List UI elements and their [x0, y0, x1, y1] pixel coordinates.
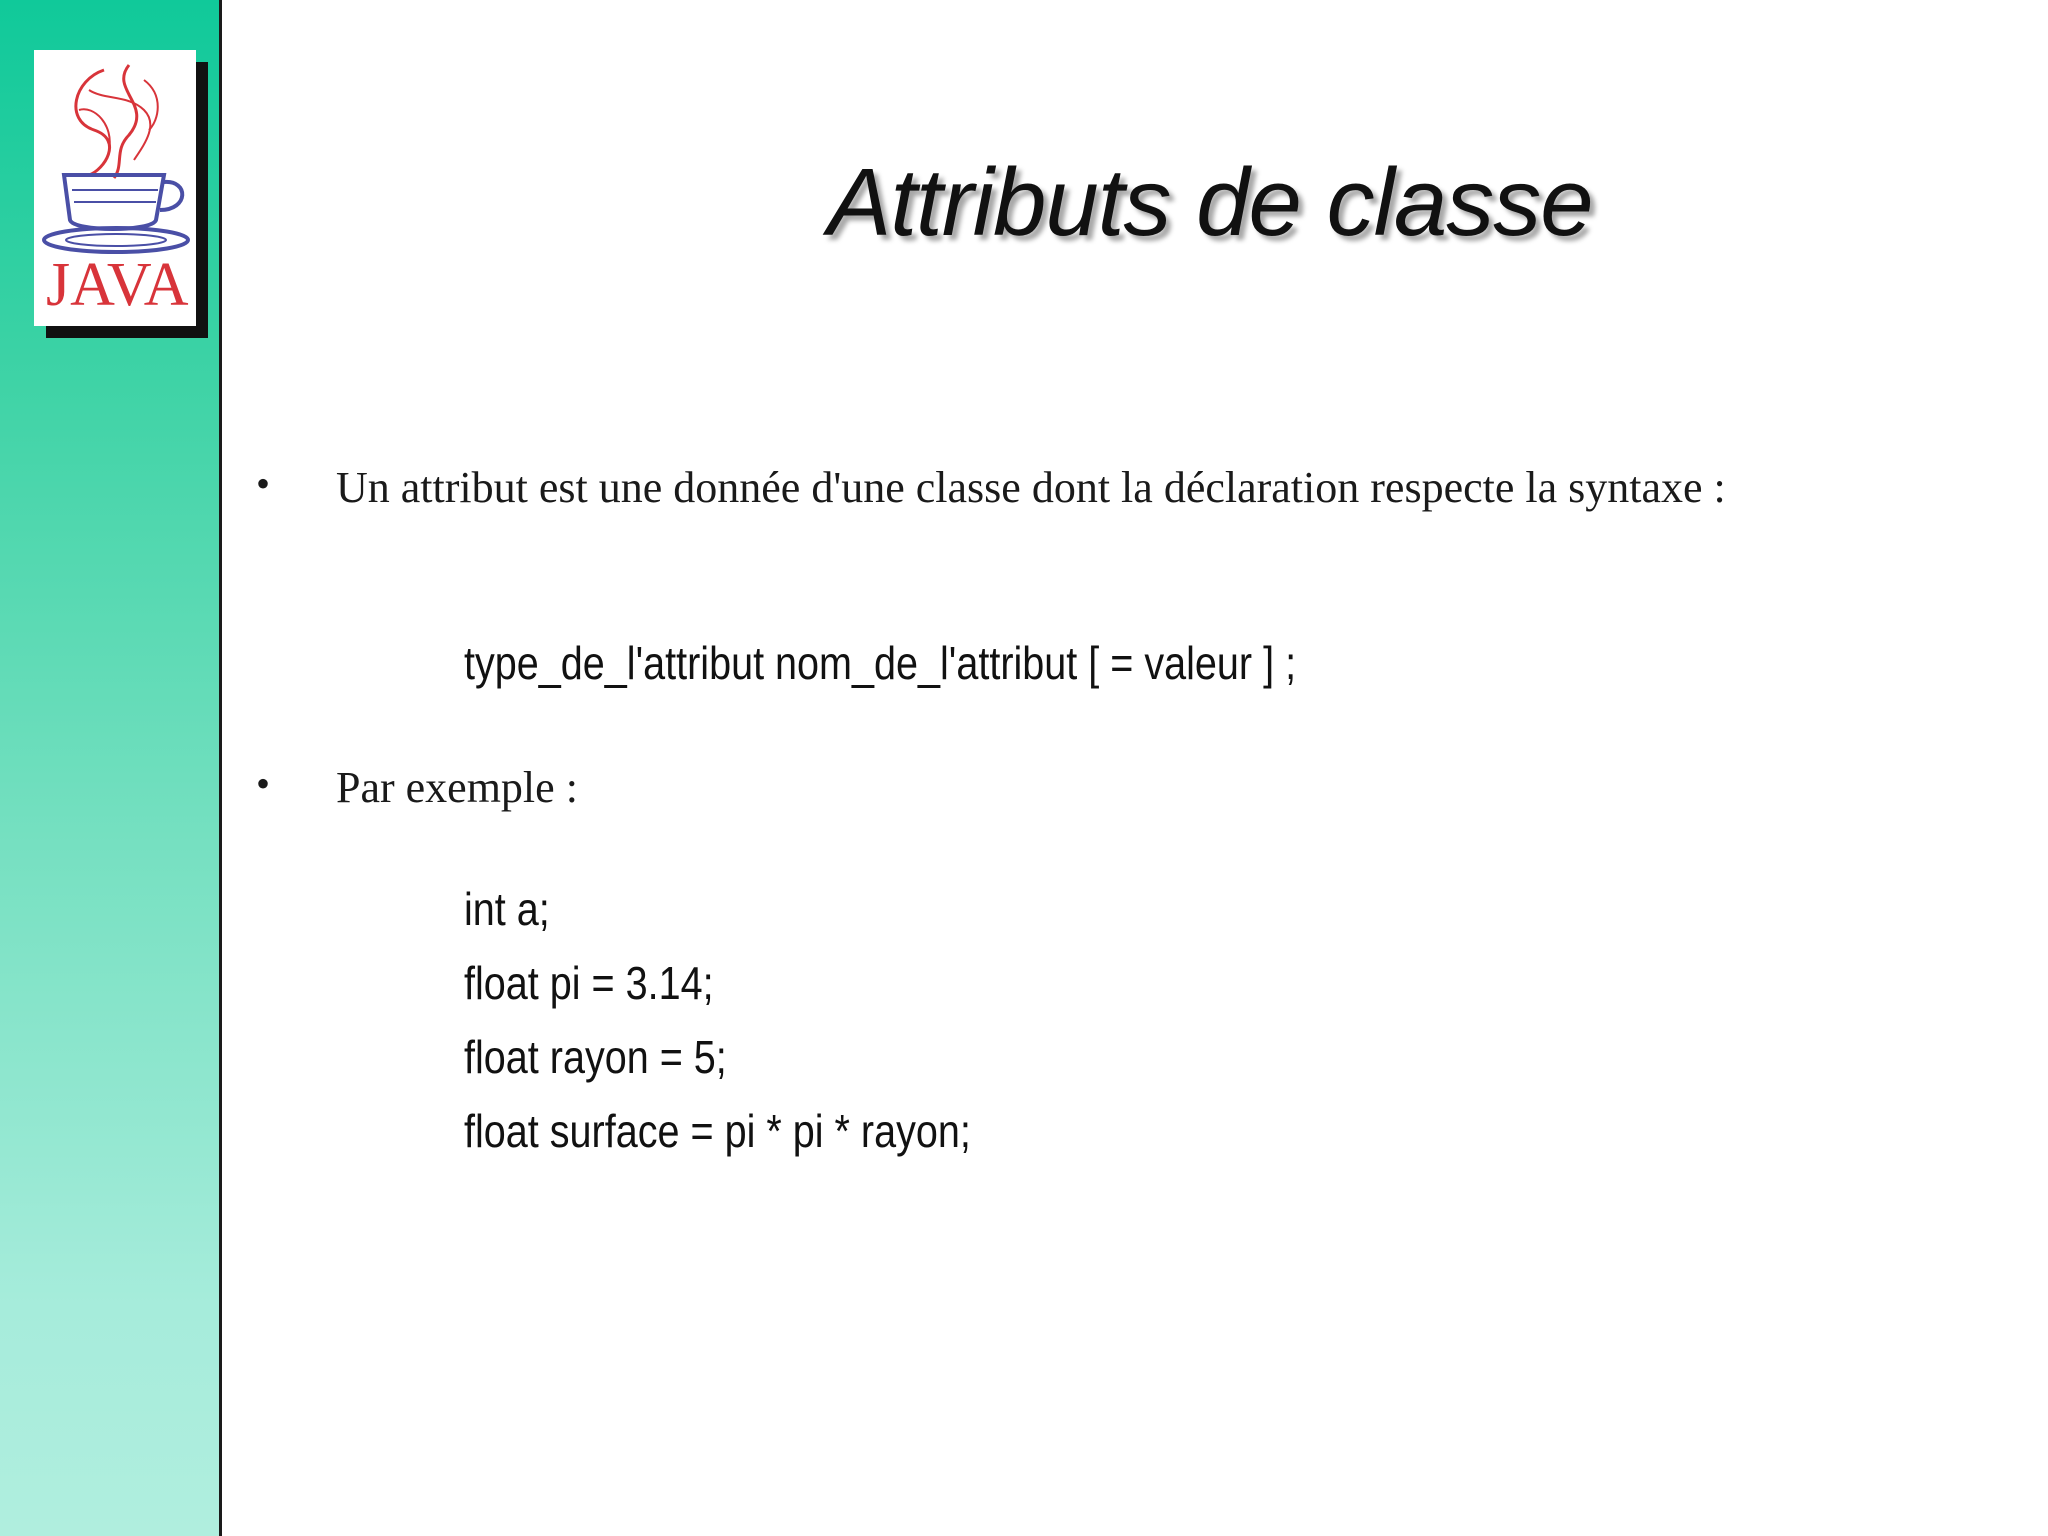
code-example-line: float rayon = 5;	[464, 1031, 727, 1083]
bullet-text-definition: Un attribut est une donnée d'une classe dont la déclaration respecte la syntaxe :	[336, 463, 1726, 512]
code-example-line: float surface = pi * pi * rayon;	[464, 1105, 971, 1157]
bullet-marker: •	[256, 461, 271, 506]
bullet-marker: •	[256, 761, 271, 806]
java-coffee-cup-icon	[34, 50, 196, 326]
slide-title: Attributs de classe	[827, 149, 1593, 256]
bullet-text-example: Par exemple :	[336, 763, 578, 812]
logo-wordmark: JAVA	[46, 251, 189, 319]
code-example-line: float pi = 3.14;	[464, 957, 714, 1009]
syntax-line: type_de_l'attribut nom_de_l'attribut [ = valeur ] ;	[464, 637, 1297, 689]
code-example-line: int a;	[464, 883, 550, 935]
java-logo	[34, 50, 196, 326]
